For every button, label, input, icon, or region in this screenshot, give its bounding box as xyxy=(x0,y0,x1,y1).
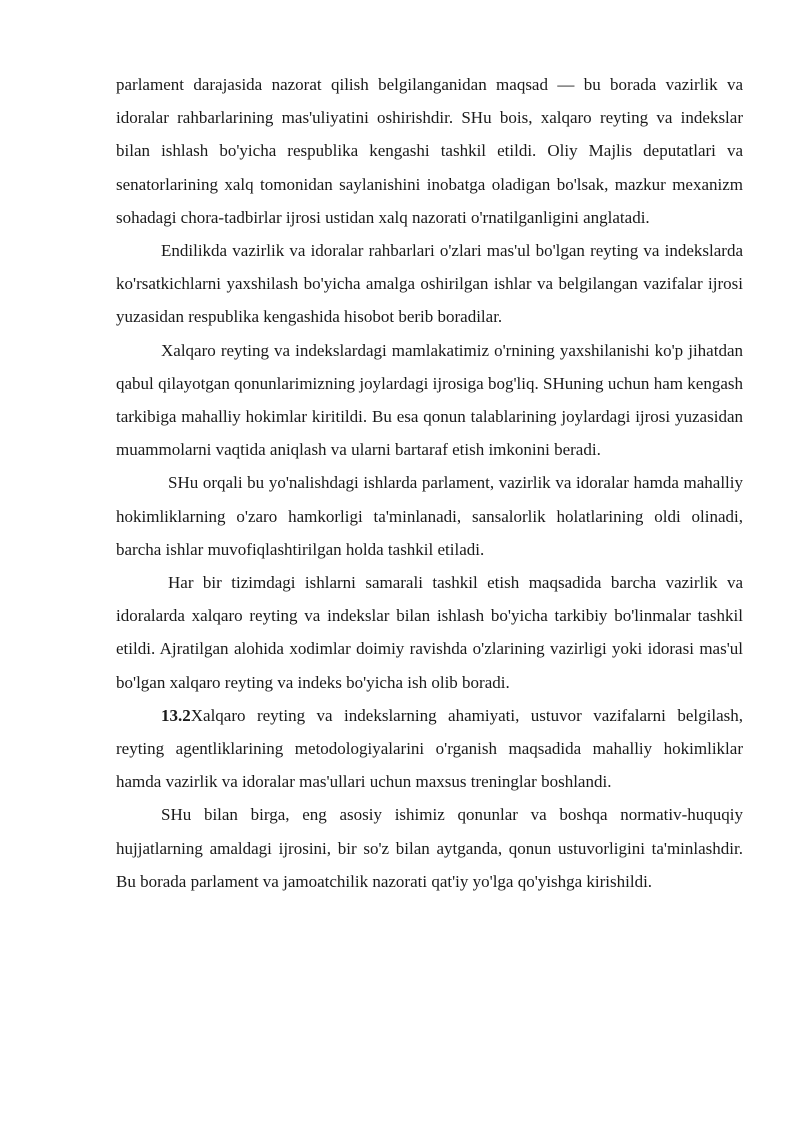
paragraph-5: Har bir tizimdagi ishlarni samarali tashkil etish maqsadida barcha vazirlik va idoralarda xalqaro reyting va indekslar bilan ishlash bo'yicha tarkibiy bo'linmalar tashkil etildi. Ajratilgan alohida xodimlar doimiy ravishda o'zlarining vazirligi yoki idorasi mas'ul bo'lgan xalqaro reyting va indeks bo'yicha ish olib boradi. xyxy=(116,573,743,692)
paragraph-2: Endilikda vazirlik va idoralar rahbarlari o'zlari mas'ul bo'lgan reyting va indekslarda ko'rsatkichlarni yaxshilash bo'yicha amalga oshirilgan ishlar va belgilangan vazifalar ijrosi yuzasidan respublika kengashida hisobot berib boradilar. xyxy=(116,241,743,327)
section-number: 13.2 xyxy=(161,705,191,725)
paragraph-1: parlament darajasida nazorat qilish belgilanganidan maqsad — bu borada vazirlik va idoralar rahbarlarining mas'uliyatini oshirishdir. SHu bois, xalqaro reyting va indekslar bilan ishlash bo'yicha respublika kengashi tashkil etildi. Oliy Majlis deputatlari va senatorlarining xalq tomonidan saylanishini inobatga oladigan bo'lsak, mazkur mexanizm sohadagi chora-tadbirlar ijrosi ustidan xalq nazorati o'rnatilganligini anglatadi. xyxy=(116,75,743,227)
paragraph-4: SHu orqali bu yo'nalishdagi ishlarda parlament, vazirlik va idoralar hamda mahalliy hokimliklarning o'zaro hamkorligi ta'minlanadi, sansalorlik holatlarining oldi olinadi, barcha ishlar muvofiqlashtirilgan holda tashkil etiladi. xyxy=(116,473,743,559)
paragraph-6-text: Xalqaro reyting va indekslarning ahamiyati, ustuvor vazifalarni belgilash, reyting agentliklarining metodologiyalarini o'rganish maqsadida mahalliy hokimliklar hamda vazirlik va idoralar mas'ullari uchun maxsus treninglar boshlandi. xyxy=(116,705,743,792)
paragraph-6-section xyxy=(116,699,743,799)
paragraph-7: SHu bilan birga, eng asosiy ishimiz qonunlar va boshqa normativ-huquqiy hujjatlarning amaldagi ijrosini, bir so'z bilan aytganda, qonun ustuvorligini ta'minlashdir. Bu borada parlament va jamoatchilik nazorati qat'iy yo'lga qo'yishga kirishildi. xyxy=(116,805,743,891)
paragraph-3: Xalqaro reyting va indekslardagi mamlakatimiz o'rnining yaxshilanishi ko'p jihatdan qabul qilayotgan qonunlarimizning joylardagi ijrosiga bog'liq. SHuning uchun ham kengash tarkibiga mahalliy hokimlar kiritildi. Bu esa qonun talablarining joylardagi ijrosi yuzasidan muammolarni vaqtida aniqlash va ularni bartaraf etish imkonini beradi. xyxy=(116,340,743,460)
document-page xyxy=(116,68,743,898)
